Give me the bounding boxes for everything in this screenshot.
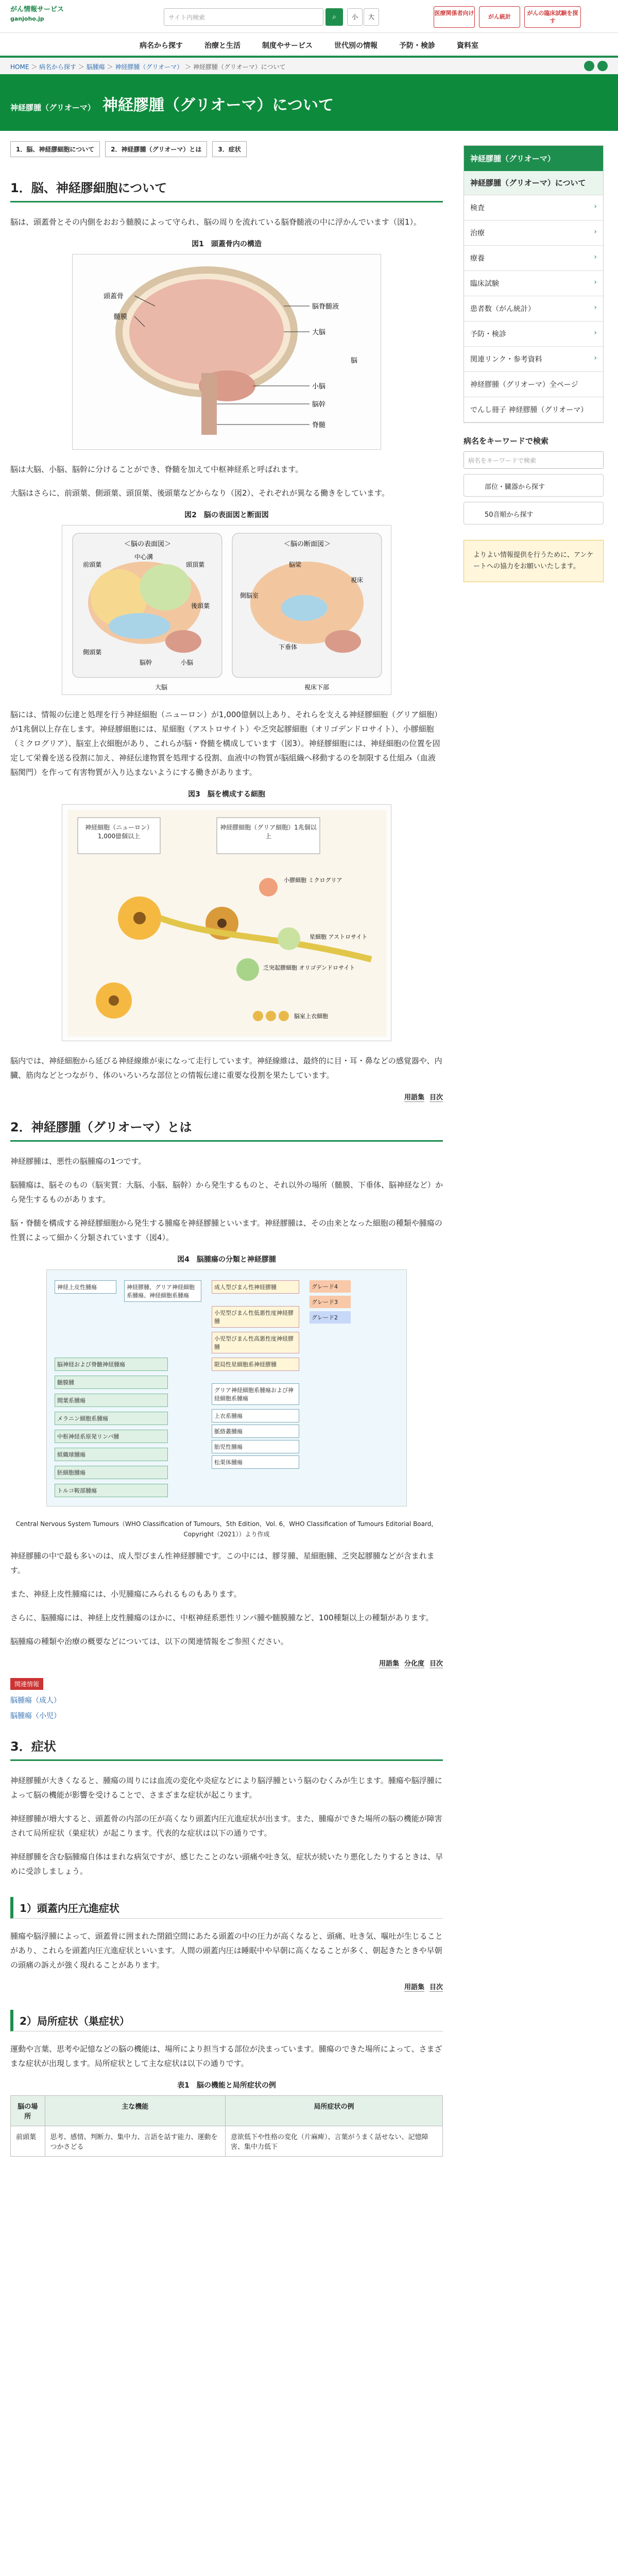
fig2-label: 脳幹 xyxy=(140,659,152,666)
fig2-label: 視床 xyxy=(351,577,364,584)
paragraph: 運動や言葉、思考や記憶などの脳の機能は、場所により担当する部位が決まっています。腫瘍のできた場所によって、さまざまな症状が出現します。局所症状として主な症状は以下の通りです。 xyxy=(10,2044,442,2068)
figure-tumor-classification xyxy=(46,1269,407,1506)
fig3-label: 神経膠細胞（グリア細胞）1兆個以上 xyxy=(220,824,317,840)
class-box: 組織球腫瘍 xyxy=(55,1448,168,1461)
sidebar-item-label: 神経膠腫（グリオーマ）全ページ xyxy=(470,381,578,389)
table-header: 脳の場所 xyxy=(11,2096,45,2126)
fig3-label: 乏突起膠細胞 オリゴデンドロサイト xyxy=(263,964,355,971)
fig2-label: 大脳 xyxy=(155,684,168,691)
section-heading: 2．神経膠腫（グリオーマ）とは xyxy=(10,1117,443,1142)
anchor-link[interactable]: 3．症状 xyxy=(212,141,246,157)
fig2-label: 側脳室 xyxy=(240,592,259,599)
class-box: 胚細胞腫瘍 xyxy=(55,1466,168,1479)
sidebar-menu xyxy=(464,145,604,423)
sidebar-sub-item[interactable] xyxy=(464,372,603,397)
trial-button[interactable]: がんの臨床試験を探す xyxy=(524,6,581,28)
chevron-right-icon: › xyxy=(594,354,597,362)
keyword-input[interactable]: 病名をキーワードで検索 xyxy=(464,451,604,469)
class-box: 脈絡叢腫瘍 xyxy=(212,1425,299,1438)
class-box: 間葉系腫瘍 xyxy=(55,1394,168,1407)
search-by-kana-button[interactable]: 50音順から探す xyxy=(464,502,604,524)
crumb-link[interactable]: 脳腫瘍 xyxy=(86,63,105,71)
fig2-label: 頭頂葉 xyxy=(186,561,205,568)
table-cell: 思考、感情、判断力、集中力、言語を話す能力、運動をつかさどる xyxy=(45,2126,225,2157)
nav-item[interactable]: 病名から探す xyxy=(140,42,183,50)
header xyxy=(0,0,618,33)
class-box: 上衣系腫瘍 xyxy=(212,1409,299,1422)
glossary-link[interactable]: 用語集 xyxy=(379,1660,399,1668)
chevron-right-icon: › xyxy=(594,253,597,261)
paragraph: 脳・脊髄を構成する神経膠細胞から発生する腫瘍を神経膠腫といいます。神経膠腫は、その由来となった細胞の種類や腫瘍の性質によって細かく分類されています（図4）。 xyxy=(10,1218,442,1242)
related-link[interactable]: 脳腫瘍（成人） xyxy=(10,1697,61,1705)
sidebar-item-label: 予防・検診 xyxy=(470,330,506,338)
related-link[interactable]: 脳腫瘍（小児） xyxy=(10,1712,61,1720)
fig3-label: 星細胞 アストロサイト xyxy=(310,934,368,940)
related-info xyxy=(10,1678,443,1721)
class-box: 松果体腫瘍 xyxy=(212,1455,299,1469)
search-button[interactable] xyxy=(325,8,343,26)
sidebar-item[interactable] xyxy=(464,296,603,321)
table-cell: 前頭葉 xyxy=(11,2126,45,2157)
stats-button[interactable]: がん統計 xyxy=(479,6,520,28)
share-buttons xyxy=(581,61,608,73)
sidebar-item-label: 検査 xyxy=(470,204,485,212)
figure-title: 図2 脳の表面図と断面図 xyxy=(184,511,269,519)
grade-badge: グレード2 xyxy=(310,1311,351,1324)
section-heading: 3．症状 xyxy=(10,1736,443,1761)
sidebar-item-label: 患者数（がん統計） xyxy=(470,305,535,313)
class-box: 脳神経および脊髄神経腫瘍 xyxy=(55,1358,168,1371)
sidebar-item[interactable] xyxy=(464,347,603,372)
paragraph: また、神経上皮性腫瘍には、小児腫瘍にみられるものもあります。 xyxy=(10,1589,242,1599)
class-box: メラニン細胞系腫瘍 xyxy=(55,1412,168,1425)
fig1-label: 脳脊髄液 xyxy=(312,303,339,311)
fig2-label: 脳梁 xyxy=(289,561,302,568)
medical-button[interactable]: 医療関係者向け xyxy=(434,6,475,28)
brain-diagram xyxy=(73,255,382,450)
fig2-label: 小脳 xyxy=(181,659,194,666)
crumb-current: 神経膠腫（グリオーマ）について xyxy=(193,63,286,71)
table-header: 主な機能 xyxy=(45,2096,225,2126)
class-box: 神経膠腫、グリア神経細胞系腫瘍、神経細胞系腫瘍 xyxy=(124,1280,201,1302)
figure-title: 図1 頭蓋骨内の構造 xyxy=(192,240,262,248)
brain-surface-diagram xyxy=(62,526,392,696)
subsection-heading: 1）頭蓋内圧亢進症状 xyxy=(10,1897,443,1919)
search-input[interactable]: サイト内検索 xyxy=(164,8,323,26)
logo-sub: ganjoho.jp xyxy=(10,15,44,22)
chevron-right-icon: › xyxy=(594,329,597,337)
symptoms-table xyxy=(10,2095,443,2157)
page-banner xyxy=(0,74,618,131)
anchor-link[interactable]: 2．神経膠腫（グリオーマ）とは xyxy=(105,141,207,157)
paragraph: 神経膠腫が大きくなると、腫瘍の周りには血流の変化や炎症などにより脳浮腫という脳のむくみが生じます。腫瘍や脳浮腫によって脳の機能が影響を受けることで、さまざまな症状が起こります。 xyxy=(10,1776,442,1800)
paragraph: 脳内では、神経細胞から延びる神経線維が束になって走行しています。神経線維は、最終的に目・耳・鼻などの感覚器や、内臓、筋肉などとつながり、体のいろいろな部位との情報伝達に重要な役割を果たしています。 xyxy=(10,1056,442,1080)
section-footer-links xyxy=(10,1658,443,1668)
anchor-links xyxy=(10,141,443,157)
fig2-label: ＜脳の断面図＞ xyxy=(284,540,331,548)
table-header: 局所症状の例 xyxy=(225,2096,442,2126)
figure-brain-structure xyxy=(72,254,381,450)
section-heading: 1．脳、神経膠細胞について xyxy=(10,178,443,202)
sidebar-head[interactable]: 神経膠腫（グリオーマ） xyxy=(464,146,603,171)
class-box: 小児型びまん性高悪性度神経膠腫 xyxy=(212,1332,299,1353)
font-large-button[interactable]: 大 xyxy=(364,8,379,26)
share-icon[interactable] xyxy=(584,61,594,71)
share-icon[interactable] xyxy=(597,61,608,71)
fig1-label: 大脳 xyxy=(312,329,326,336)
keyword-title: 病名をキーワードで検索 xyxy=(464,436,549,446)
fig2-label: 前頭葉 xyxy=(83,561,102,568)
table-title: 表1 脳の機能と局所症状の例 xyxy=(177,2081,276,2090)
class-box: 限局性星細胞系神経膠腫 xyxy=(212,1358,299,1371)
fig2-label: 下垂体 xyxy=(279,643,298,651)
sidebar-item-label: 治療 xyxy=(470,229,485,238)
class-box: 神経上皮性腫瘍 xyxy=(55,1280,116,1294)
global-nav xyxy=(0,33,618,58)
paragraph: 脳には、情報の伝達と処理を行う神経細胞（ニューロン）が1,000億個以上あり、それらを支える神経膠細胞（グリア細胞）が1兆個以上存在します。神経膠細胞には、星細胞（アストロサイト）や乏突起膠細胞（オリゴデンドロサイト）、小膠細胞（ミクログリア）、脳室上衣細胞があり、これらが脳・脊髄を構成しています（図3）。神経膠細胞には、神経細胞の位置を固定して栄養を送る役割に加え、神経伝達物質を処理する役割、血液中の物質が脳組織へ移動するのを制限する仕組み（血液脳関門）を作って有害物質が入り込まないようにする働きがあります。 xyxy=(10,710,442,777)
sidebar xyxy=(464,131,604,2167)
sidebar-item-label: 臨床試験 xyxy=(470,280,499,288)
logo-text: がん情報サービス xyxy=(10,6,64,13)
fig1-label: 脳 xyxy=(351,357,358,365)
toc-link[interactable]: 目次 xyxy=(429,1984,443,1991)
breadcrumb: HOME ＞ 病名から探す ＞ 脳腫瘍 ＞ 神経膠腫（グリオーマ） ＞ 神経膠腫（グリオーマ）について xyxy=(0,58,618,74)
nav-item[interactable]: 資料室 xyxy=(457,42,478,50)
figure-brain-surface xyxy=(62,525,391,695)
paragraph: 神経膠腫を含む脳腫瘍自体はまれな病気ですが、感じたことのない頭痛や吐き気、症状が続いたり悪化したりするときは、早めに受診しましょう。 xyxy=(10,1852,443,1876)
survey-banner[interactable]: よりよい情報提供を行うために、アンケートへの協力をお願いいたします。 xyxy=(464,540,604,582)
crumb-link[interactable]: HOME xyxy=(10,63,29,71)
paragraph: 脳腫瘍の種類や治療の概要などについては、以下の関連情報をご参照ください。 xyxy=(10,1637,288,1646)
banner-tag: 神経膠腫（グリオーマ） xyxy=(10,103,95,112)
fig2-label: 中心溝 xyxy=(134,553,153,561)
glossary-link[interactable]: 用語集 xyxy=(404,1984,424,1991)
class-box: 髄膜腫 xyxy=(55,1376,168,1389)
toc-link[interactable]: 目次 xyxy=(429,1094,443,1101)
sidebar-item[interactable] xyxy=(464,195,603,221)
fig1-label: 脊髄 xyxy=(312,421,326,429)
paragraph: 神経膠腫は、悪性の脳腫瘍の1つです。 xyxy=(10,1157,146,1166)
fig1-label: 小脳 xyxy=(312,383,326,391)
figure-source: Central Nervous System Tumours（WHO Classification of Tumours，5th Edition，Vol. 6，WHO Classification of Tumours Editorial Board，Copyright（2021））より作成 xyxy=(15,1520,438,1538)
nav-item[interactable]: 制度やサービス xyxy=(262,42,313,50)
class-box: トルコ鞍部腫瘍 xyxy=(55,1484,168,1497)
paragraph: 脳は大脳、小脳、脳幹に分けることができ、脊髄を加えて中枢神経系と呼ばれます。 xyxy=(10,465,303,474)
brain-cells-diagram xyxy=(62,805,392,1042)
site-logo[interactable] xyxy=(10,5,64,24)
table-row xyxy=(11,2126,443,2157)
grade-badge: グレード3 xyxy=(310,1296,351,1308)
nav-item[interactable]: 予防・検診 xyxy=(399,42,435,50)
main-content xyxy=(10,131,443,2167)
figure-title: 図3 脳を構成する細胞 xyxy=(188,790,265,799)
paragraph: 脳腫瘍は、脳そのもの（脳実質：大脳、小脳、脳幹）から発生するものと、それ以外の場所（髄膜、下垂体、脳神経など）から発生するものがあります。 xyxy=(10,1180,443,1204)
paragraph: さらに、脳腫瘍には、神経上皮性腫瘍のほかに、中枢神経系悪性リンパ腫や髄膜腫など、100種類以上の種類があります。 xyxy=(10,1613,434,1622)
fig2-label: 視床下部 xyxy=(304,684,330,691)
anchor-link[interactable]: 1．脳、神経膠細胞について xyxy=(10,141,100,157)
class-box: 胎児性腫瘍 xyxy=(212,1440,299,1453)
sidebar-item[interactable] xyxy=(464,321,603,347)
section-footer-links xyxy=(10,1092,443,1101)
font-small-button[interactable]: 小 xyxy=(347,8,363,26)
glossary-link[interactable]: 分化度 xyxy=(404,1660,424,1668)
fig3-label: 小膠細胞 ミクログリア xyxy=(284,877,342,884)
figure-title: 図4 脳腫瘍の分類と神経膠腫 xyxy=(177,1256,276,1264)
search-by-organ-button[interactable]: 部位・臓器から探す xyxy=(464,474,604,497)
fig1-label: 脳幹 xyxy=(312,401,326,409)
chevron-right-icon: › xyxy=(594,228,597,236)
figure-brain-cells xyxy=(62,804,391,1041)
fig3-label: 脳室上衣細胞 xyxy=(294,1013,328,1020)
class-box: 中枢神経系原発リンパ腫 xyxy=(55,1430,168,1443)
paragraph: 腫瘍や脳浮腫によって、頭蓋骨に囲まれた閉鎖空間にあたる頭蓋の中の圧力が高くなると、頭痛、吐き気、嘔吐が生じることがあり、これらを頭蓋内圧亢進症状といいます。人間の頭蓋内圧は睡眠中や早朝に高くなることが多く、朝起きたときや早朝の頭痛の訴えが強く現れることがあります。 xyxy=(10,1931,443,1970)
sidebar-item-label: 療養 xyxy=(470,255,485,263)
sidebar-item-label: 関連リンク・参考資料 xyxy=(470,355,542,364)
related-tag: 関連情報 xyxy=(10,1678,43,1690)
fig2-label: ＜脳の表面図＞ xyxy=(124,540,171,548)
sidebar-item[interactable] xyxy=(464,246,603,271)
section-footer-links xyxy=(10,1981,443,1991)
class-box: 小児型びまん性低悪性度神経膠腫 xyxy=(212,1306,299,1328)
chevron-right-icon: › xyxy=(594,303,597,312)
page-title: 神経膠腫（グリオーマ）について xyxy=(102,96,334,114)
sidebar-sub-item[interactable] xyxy=(464,397,603,422)
class-box: グリア神経細胞系腫瘍および神経細胞系腫瘍 xyxy=(212,1383,299,1405)
sidebar-item[interactable] xyxy=(464,271,603,296)
chevron-right-icon: › xyxy=(594,278,597,286)
fig1-label: 髄膜 xyxy=(114,313,128,321)
crumb-link[interactable]: 病名から探す xyxy=(39,63,77,71)
nav-item[interactable]: 治療と生活 xyxy=(204,42,241,50)
sidebar-item-label: でんし冊子 神経膠腫（グリオーマ） xyxy=(470,406,588,414)
search-icon: ⌕ xyxy=(332,13,336,21)
paragraph: 大脳はさらに、前頭葉、側頭葉、頭頂葉、後頭葉などからなり（図2）、それぞれが異なる働きをしています。 xyxy=(10,488,389,498)
fig2-label: 側頭葉 xyxy=(83,649,102,656)
fig1-label: 頭蓋骨 xyxy=(104,293,124,300)
table-cell: 意欲低下や性格の変化（片麻痺）、言葉がうまく話せない、記憶障害、集中力低下 xyxy=(225,2126,442,2157)
grade-badge: グレード4 xyxy=(310,1280,351,1293)
paragraph: 神経膠腫が増大すると、頭蓋骨の内部の圧が高くなり頭蓋内圧亢進症状が出ます。また、腫瘍ができた場所の脳の機能が障害されて局所症状（巣症状）が起こります。代表的な症状は以下の通りです。 xyxy=(10,1814,442,1838)
fig2-label: 後頭葉 xyxy=(191,602,210,609)
sidebar-item[interactable] xyxy=(464,221,603,246)
toc-link[interactable]: 目次 xyxy=(429,1660,443,1668)
crumb-link[interactable]: 神経膠腫（グリオーマ） xyxy=(115,63,183,71)
fig3-label: 神経細胞（ニューロン）1,000億個以上 xyxy=(84,824,153,840)
paragraph: 脳は、頭蓋骨とその内側をおおう髄膜によって守られ、脳の周りを流れている脳脊髄液の中に浮かんでいます（図1）。 xyxy=(10,217,421,227)
chevron-right-icon: › xyxy=(594,202,597,211)
subsection-heading: 2）局所症状（巣症状） xyxy=(10,2010,443,2031)
glossary-link[interactable]: 用語集 xyxy=(404,1094,424,1101)
paragraph: 神経膠腫の中で最も多いのは、成人型びまん性神経膠腫です。この中には、膠芽腫、星細胞腫、乏突起膠腫などが含まれます。 xyxy=(10,1551,435,1575)
sidebar-current[interactable]: 神経膠腫（グリオーマ）について xyxy=(464,171,603,195)
class-box: 成人型びまん性神経膠腫 xyxy=(212,1280,299,1294)
nav-item[interactable]: 世代別の情報 xyxy=(334,42,377,50)
